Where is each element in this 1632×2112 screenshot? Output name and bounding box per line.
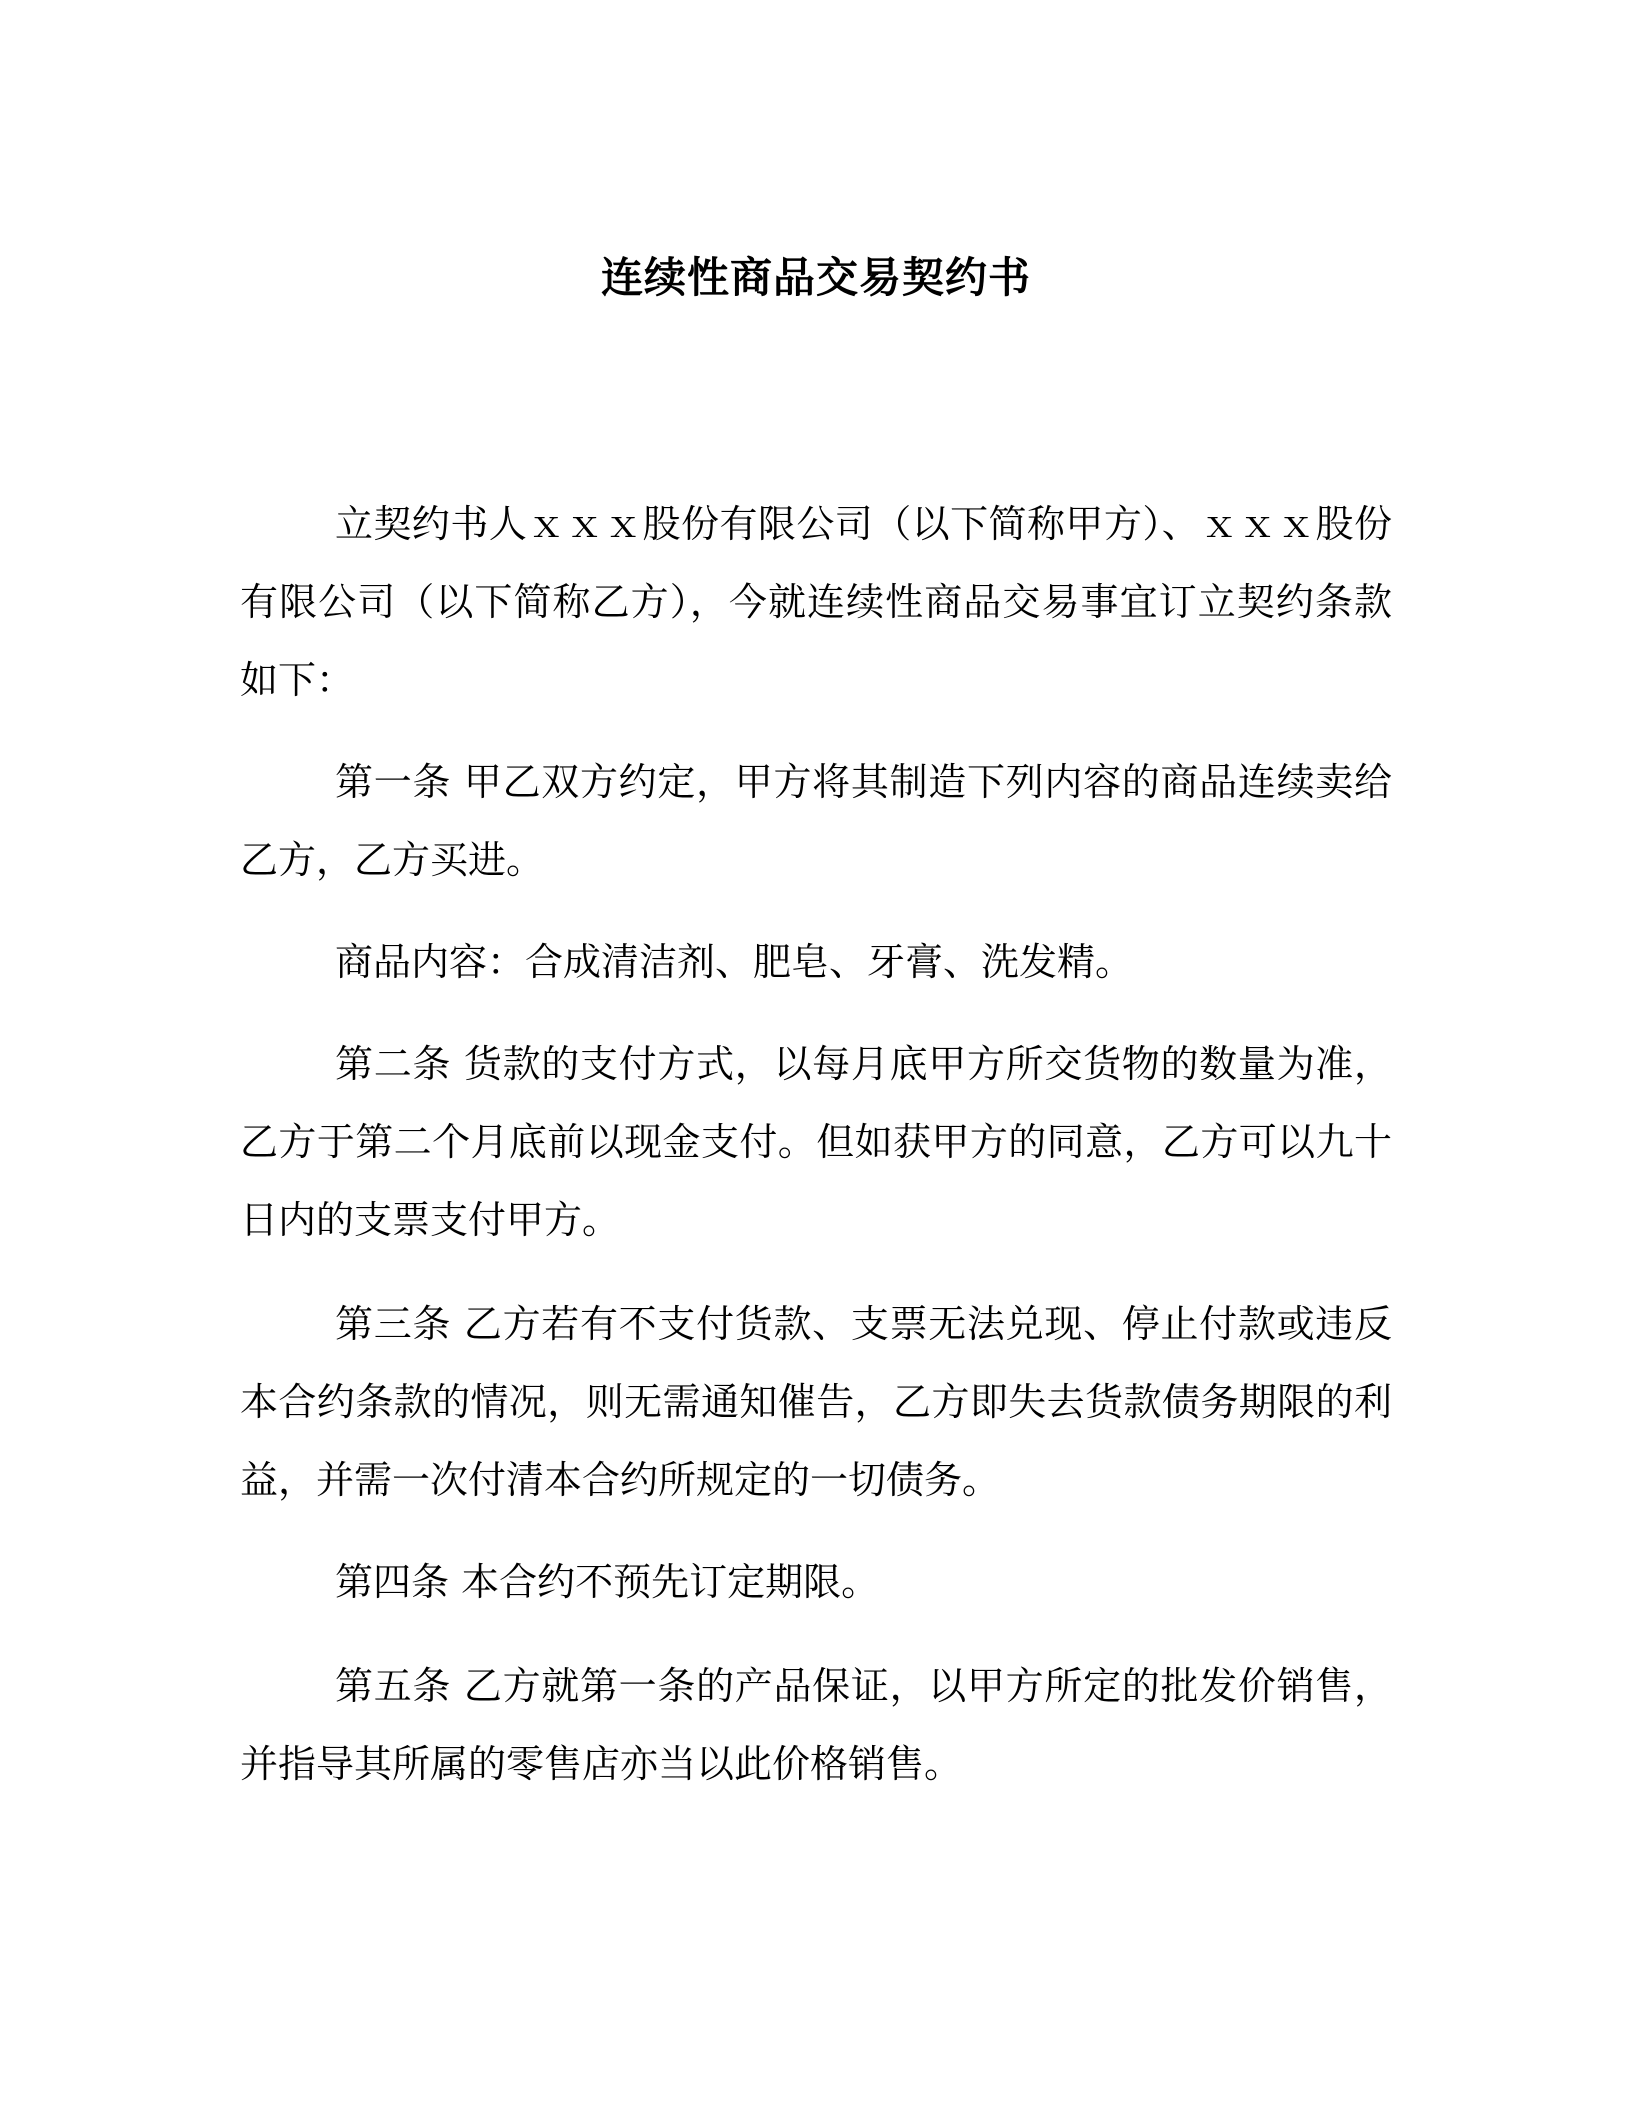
- article-3-paragraph: 第三条 乙方若有不支付货款、支票无法兑现、停止付款或违反本合约条款的情况，则无需通知催告，乙方即失去货款债务期限的利益，并需一次付清本合约所规定的一切债务。: [240, 1302, 1392, 1502]
- article-5-paragraph: 第五条 乙方就第一条的产品保证，以甲方所定的批发价销售，并指导其所属的零售店亦当以此价格销售。: [240, 1664, 1392, 1786]
- document-body: [240, 485, 1392, 1803]
- goods-content-paragraph: 商品内容：合成清洁剂、肥皂、牙膏、洗发精。: [335, 940, 1134, 984]
- document-title: 连续性商品交易契约书: [600, 253, 1031, 303]
- article-4-paragraph: 第四条 本合约不预先订定期限。: [335, 1560, 880, 1604]
- article-2-paragraph: 第二条 货款的支付方式，以每月底甲方所交货物的数量为准，乙方于第二个月底前以现金支付。但如获甲方的同意，乙方可以九十日内的支票支付甲方。: [240, 1042, 1392, 1242]
- article-1-paragraph: 第一条 甲乙双方约定，甲方将其制造下列内容的商品连续卖给乙方，乙方买进。: [240, 760, 1392, 882]
- preamble-paragraph: 立契约书人ｘｘｘ股份有限公司（以下简称甲方）、ｘｘｘ股份有限公司（以下简称乙方），今就连续性商品交易事宜订立契约条款如下：: [240, 502, 1392, 702]
